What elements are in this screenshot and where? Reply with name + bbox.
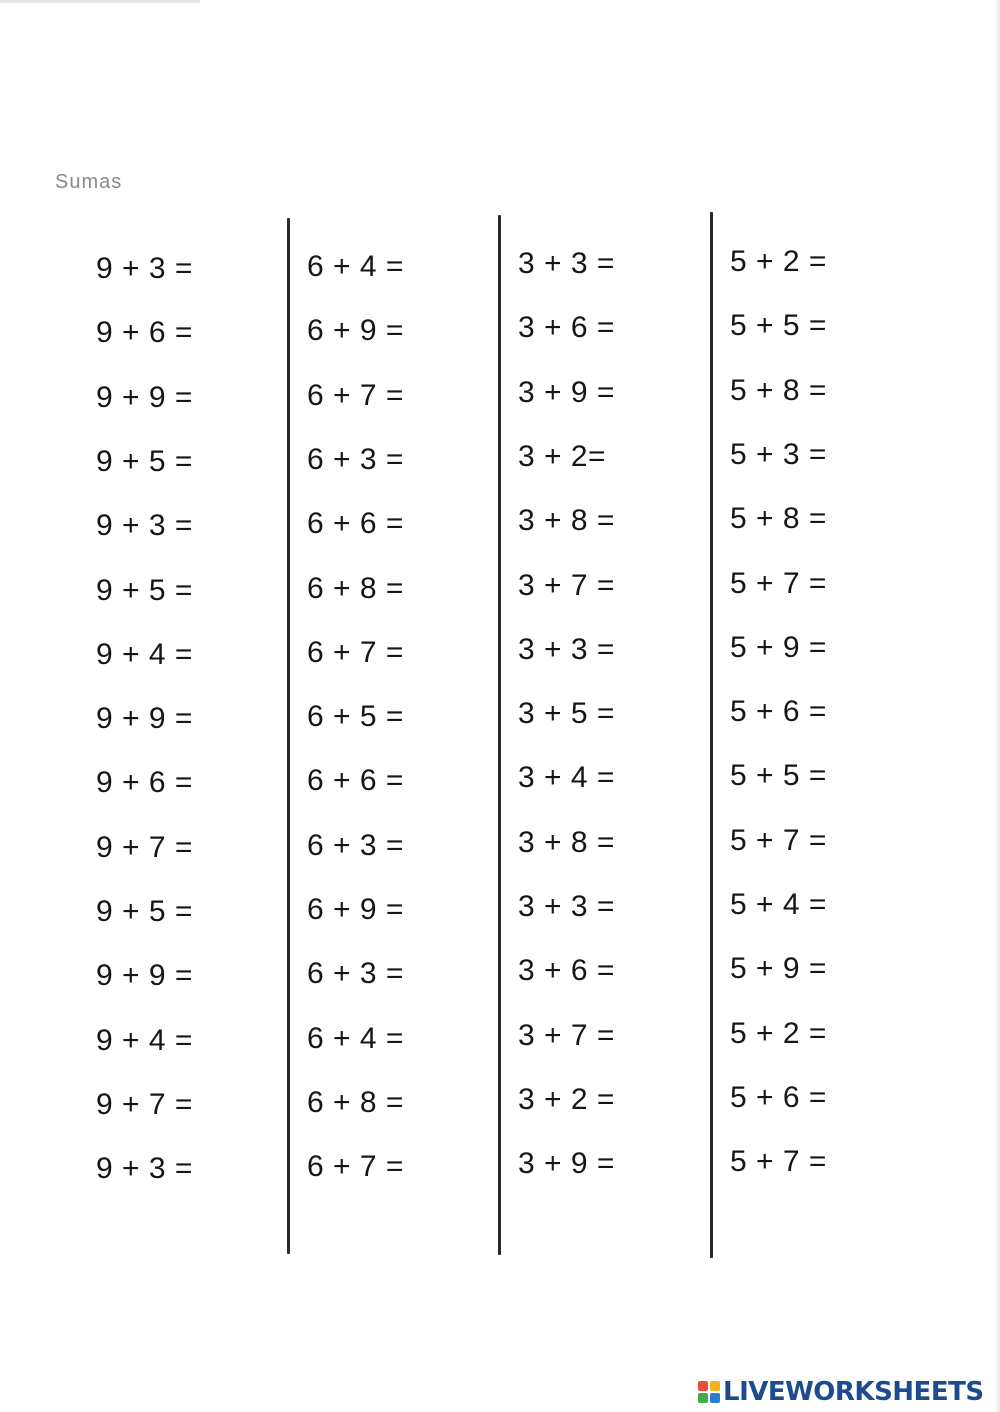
scan-edge [994,0,1000,1412]
addition-problem: 6 + 3 = [307,442,404,476]
addition-problem: 5 + 6 = [730,1080,827,1114]
addition-problem: 9 + 9 = [96,702,193,736]
addition-problem: 9 + 5 = [96,573,193,607]
addition-problem: 5 + 5 = [730,309,827,343]
addition-problem: 3 + 8 = [518,504,615,538]
addition-problem: 6 + 7 = [307,1150,404,1184]
addition-problem: 3 + 2 = [518,1082,615,1116]
addition-problem: 3 + 9 = [518,375,615,409]
addition-problem: 5 + 2 = [730,245,827,278]
addition-problem: 3 + 9 = [518,1147,615,1181]
addition-problem: 3 + 3 = [518,632,615,666]
addition-problem: 9 + 3 = [96,252,193,285]
logo-icon [698,1381,720,1403]
addition-problem: 6 + 8 = [307,1085,404,1119]
addition-problem: 5 + 7 = [730,566,827,600]
addition-problem: 9 + 7 = [96,830,193,864]
addition-problem: 3 + 7 = [518,568,615,602]
addition-problem: 5 + 7 = [730,1145,827,1179]
addition-problem: 9 + 3 = [96,509,193,543]
addition-problem: 5 + 9 = [730,952,827,986]
addition-problem: 5 + 6 = [730,695,827,729]
logo-square [710,1381,720,1391]
addition-problem: 6 + 6 = [307,507,404,541]
addition-problem: 5 + 4 = [730,888,827,921]
liveworksheets-logo [698,1375,984,1409]
logo-text: LIVEWORKSHEETS [723,1377,984,1407]
addition-problem: 6 + 4 = [307,1021,404,1055]
addition-problem: 6 + 8 = [307,571,404,605]
worksheet-title: Sumas [55,171,123,193]
addition-problem: 9 + 6 = [96,316,193,350]
addition-problem: 6 + 6 = [307,764,404,798]
addition-problem: 5 + 3 = [730,437,827,471]
addition-problem: 6 + 9 = [307,314,404,348]
addition-problem: 6 + 9 = [307,893,404,926]
addition-problem: 6 + 7 = [307,635,404,669]
addition-problem: 5 + 9 = [730,630,827,664]
addition-problem: 9 + 6 = [96,766,193,800]
addition-problem: 9 + 5 = [96,444,193,478]
addition-problem: 3 + 5 = [518,697,615,731]
addition-problem: 5 + 7 = [730,823,827,857]
addition-problem: 5 + 8 = [730,373,827,407]
addition-problem: 9 + 9 = [96,959,193,993]
addition-problem: 6 + 5 = [307,700,404,734]
addition-problem: 6 + 7 = [307,378,404,412]
addition-problem: 9 + 3 = [96,1152,193,1186]
addition-problem: 9 + 5 = [96,895,193,928]
addition-problem: 9 + 4 = [96,637,193,671]
addition-problem: 3 + 7 = [518,1018,615,1052]
addition-problem: 3 + 2= [518,439,607,473]
logo-square [698,1381,708,1391]
addition-problem: 6 + 3 = [307,828,404,862]
addition-problem: 6 + 3 = [307,957,404,991]
addition-problem: 5 + 2 = [730,1016,827,1050]
addition-problem: 9 + 4 = [96,1023,193,1057]
addition-problem: 3 + 6 = [518,311,615,345]
column-divider [710,212,713,1258]
addition-problem: 5 + 8 = [730,502,827,536]
addition-problem: 9 + 7 = [96,1087,193,1121]
addition-problem: 3 + 4 = [518,761,615,795]
addition-problem: 3 + 6 = [518,954,615,988]
logo-square [698,1393,708,1403]
addition-problem: 6 + 4 = [307,250,404,283]
addition-problem: 3 + 8 = [518,825,615,859]
addition-problem: 3 + 3 = [518,890,615,923]
addition-problem: 9 + 9 = [96,380,193,414]
scan-mark [0,0,200,3]
logo-square [710,1393,720,1403]
addition-problem: 5 + 5 = [730,759,827,793]
column-divider [287,218,290,1254]
addition-problem: 3 + 3 = [518,247,615,280]
column-divider [498,215,501,1255]
